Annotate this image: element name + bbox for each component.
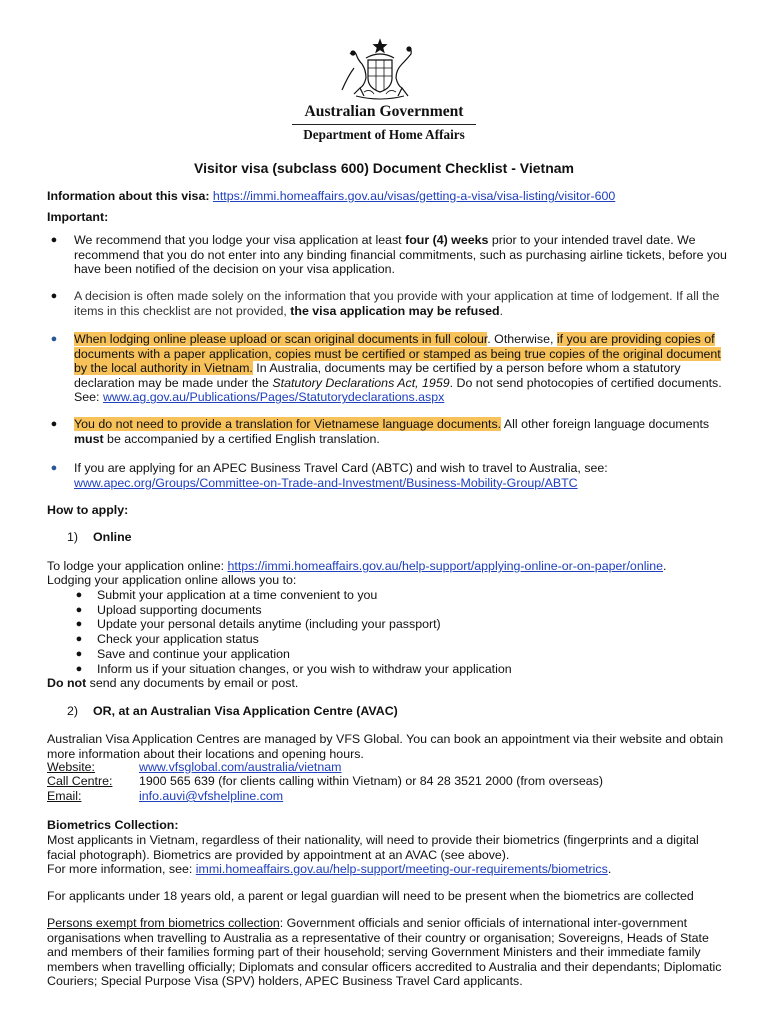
b4-bold: must <box>74 431 104 446</box>
bullet-icon: ● <box>75 604 83 616</box>
bullet-icon: ● <box>75 663 83 675</box>
biometrics-text: Most applicants in Vietnam, regardless of their nationality, will need to provide their biometrics (fingerprints and a digital facial photograph). Biometrics are provided by appointment at an AVAC (see above). <box>47 833 699 862</box>
bullet-text <box>74 332 729 405</box>
b4-post: be accompanied by a certified English translation. <box>103 431 380 446</box>
more-pre: For more information, see: <box>47 862 196 876</box>
page-title: Visitor visa (subclass 600) Document Checklist - Vietnam <box>194 160 574 176</box>
bullet-text <box>74 461 729 490</box>
vfs-website-link[interactable]: www.vfsglobal.com/australia/vietnam <box>139 760 342 774</box>
list-item-text: Check your application status <box>97 632 259 646</box>
call-centre-label: Call Centre: <box>47 774 113 788</box>
avac-number: 2) <box>67 704 79 718</box>
important-label <box>47 210 727 225</box>
biometrics-heading-text: Biometrics Collection: <box>47 818 179 832</box>
call-centre-value: 1900 565 639 (for clients calling within Vietnam) or 84 28 3521 2000 (from overseas) <box>139 774 603 788</box>
online-allows: Lodging your application online allows you to: <box>47 573 297 587</box>
b4-highlight: You do not need to provide a translation for Vietnamese language documents. <box>74 417 502 431</box>
b1-pre: We recommend that you lodge your visa application at least <box>74 233 406 247</box>
b4-pre: All other foreign language documents <box>501 417 710 431</box>
important-heading: Important: <box>47 210 109 224</box>
online-lodge-line <box>47 559 727 574</box>
how-to-apply-heading <box>47 503 727 518</box>
government-name: Australian Government <box>304 103 464 120</box>
under-18-note: For applicants under 18 years old, a parent or legal guardian will need to be present when the biometrics are collected <box>47 889 694 903</box>
bullet-icon: ● <box>75 633 83 645</box>
header-divider <box>292 124 476 125</box>
contact-website <box>47 760 727 775</box>
info-line <box>47 189 727 204</box>
bullet-icon: ● <box>75 648 83 660</box>
online-label: Online <box>93 530 132 544</box>
bullet-icon: ● <box>50 462 58 474</box>
list-item-text: Submit your application at a time convenient to you <box>97 588 378 602</box>
do-not-rest: send any documents by email or post. <box>86 676 299 690</box>
b1-bold: four (4) weeks <box>405 233 489 247</box>
apply-online-link[interactable]: https://immi.homeaffairs.gov.au/help-support/applying-online-or-on-paper/online <box>227 559 664 573</box>
do-not-bold: Do not <box>47 676 87 690</box>
b3-highlight-1: When lodging online please upload or scan original documents in full colour <box>74 332 488 346</box>
b3-mid: . Otherwise, <box>487 332 557 346</box>
bullet-text <box>74 233 729 277</box>
b1-post: prior to your intended travel date. We recommend that you do not enter into any binding financial commitments, such as purchasing airline tickets, before you have been notified of the decision on your visa application. <box>74 233 727 277</box>
email-label: Email: <box>47 789 82 803</box>
bullet-icon: ● <box>75 618 83 630</box>
b3-highlight-2: if you are providing copies of documents with a paper application, copies must be certified or stamped as being true copies of the original document by the local authority in Vietnam. <box>74 332 721 376</box>
exempt-label: Persons exempt from biometrics collection <box>47 916 280 930</box>
bullet-icon: ● <box>75 589 83 601</box>
info-label: Information about this visa: <box>47 189 210 203</box>
bullet-icon: ● <box>50 234 58 246</box>
more-post: . <box>607 862 612 876</box>
b2-post: . <box>499 303 504 318</box>
biometrics-exempt <box>47 916 727 989</box>
b2-pre: A decision is often made solely on the information that you provide with your application at time of lodgement. If all the items in this checklist are not provided, <box>74 289 720 318</box>
list-item-text: Save and continue your application <box>97 647 290 661</box>
statutory-declarations-link[interactable]: www.ag.gov.au/Publications/Pages/Statutorydeclarations.aspx <box>102 390 445 405</box>
exempt-text: : Government officials and senior officials of international inter-government organisations when travelling to Australia as a representative of their country or organisation; Sovereigns, Heads of State and members of their families forming part of their household; serving Government Ministers and their immediate family members when travelling officially; Diplomats and consular officers accredited to Australia and their dependants; Diplomatic Couriers; Special Purpose Visa (SPV) holders, APEC Business Travel Card applicants. <box>47 916 722 989</box>
visa-info-link[interactable]: https://immi.homeaffairs.gov.au/visas/getting-a-visa/visa-listing/visitor-600 <box>212 189 616 203</box>
b2-bold: the visa application may be refused <box>290 303 500 318</box>
lodge-post: . <box>663 559 667 573</box>
online-heading <box>67 530 707 545</box>
list-item-text: Update your personal details anytime (including your passport) <box>97 617 441 631</box>
list-item-text: Inform us if your situation changes, or you wish to withdraw your application <box>97 662 512 676</box>
lodge-pre: To lodge your application online: <box>47 559 228 573</box>
bullet-icon: ● <box>50 418 58 430</box>
avac-description: Australian Visa Application Centres are managed by VFS Global. You can book an appointment via their website and obtain more information about their locations and opening hours. <box>47 732 724 761</box>
biometrics-link[interactable]: immi.homeaffairs.gov.au/help-support/meeting-our-requirements/biometrics <box>195 862 608 876</box>
contact-email <box>47 789 727 804</box>
coat-of-arms-icon <box>336 38 424 102</box>
bullet-text <box>74 289 729 318</box>
b5-text: If you are applying for an APEC Business Travel Card (ABTC) and wish to travel to Australia, see: <box>74 461 608 475</box>
do-not-send-note <box>47 676 727 691</box>
b3-post2: . Do not send photocopies of certified documents. See: <box>74 375 722 405</box>
list-item-text: Upload supporting documents <box>97 603 262 617</box>
contact-call-centre <box>47 774 727 789</box>
bullet-icon: ● <box>50 333 58 345</box>
b3-post1: In Australia, documents may be certified by a person before whom a statutory declaration may be made under the <box>74 361 681 390</box>
bullet-text <box>74 417 729 446</box>
department-name: Department of Home Affairs <box>303 127 465 142</box>
apec-link[interactable]: www.apec.org/Groups/Committee-on-Trade-and-Investment/Business-Mobility-Group/ABTC <box>74 475 578 490</box>
how-to-apply-text: How to apply: <box>47 503 129 517</box>
b3-italic: Statutory Declarations Act, 1959 <box>272 375 450 390</box>
website-label: Website: <box>47 760 95 774</box>
vfs-email-link[interactable]: info.auvi@vfshelpline.com <box>139 789 284 803</box>
biometrics-more-info <box>47 862 727 877</box>
bullet-icon: ● <box>50 290 58 302</box>
avac-heading <box>67 704 707 719</box>
online-number: 1) <box>67 530 79 544</box>
biometrics-heading <box>47 818 727 833</box>
avac-label: OR, at an Australian Visa Application Centre (AVAC) <box>93 704 398 718</box>
